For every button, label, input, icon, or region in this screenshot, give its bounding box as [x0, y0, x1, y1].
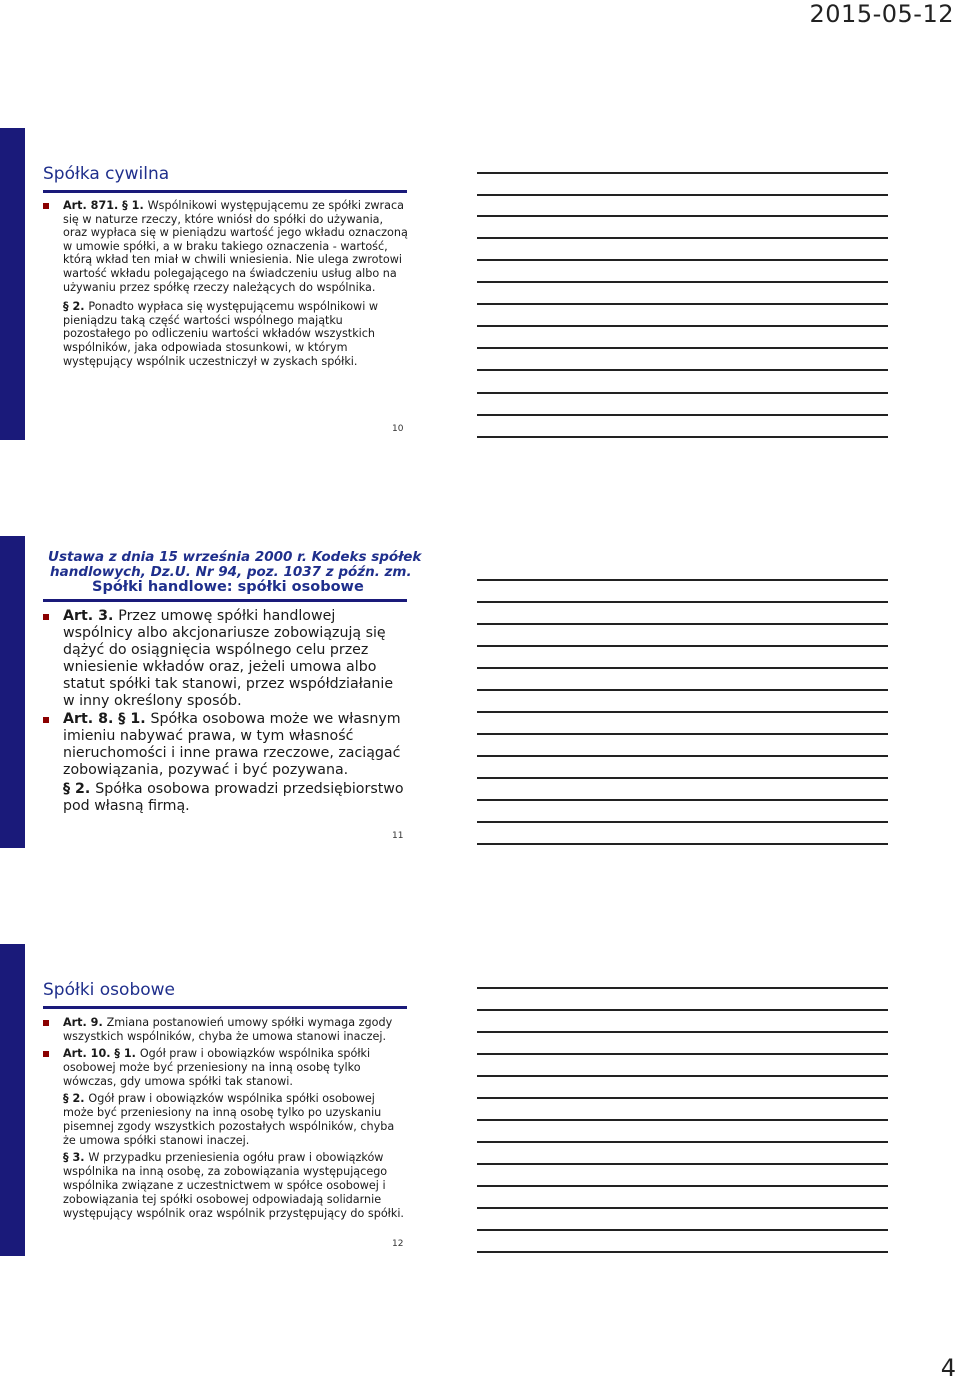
- list-item: [43, 608, 408, 709]
- slide-body: [43, 1016, 408, 1221]
- slide-12: [0, 944, 420, 1256]
- article-ref: Art. 9.: [63, 1016, 107, 1029]
- item-text: Spółka osobowa prowadzi przedsiębiorstwo pod własną firmą.: [63, 781, 404, 814]
- slide-title: Spółka cywilna: [43, 164, 170, 184]
- page-date: 2015-05-12: [809, 0, 954, 28]
- item-text: Spółka osobowa może we własnym imieniu nabywać prawa, w tym własność nieruchomości i inne prawa rzeczowe, zaciągać zobowiązania, pozywać i być pozywana.: [63, 711, 401, 779]
- bullet-icon: [43, 203, 49, 209]
- slide-accent-bar: [0, 944, 25, 1256]
- bullet-icon: [43, 614, 49, 620]
- slide-number: 12: [392, 1239, 404, 1249]
- title-rule: [43, 599, 407, 602]
- slide-body: [43, 608, 408, 815]
- item-text: Przez umowę spółki handlowej wspólnicy albo akcjonariusze zobowiązują się dążyć do osiągnięcia wspólnego celu przez wniesienie wkładów oraz, jeżeli umowa albo statut spółki tak stanowi, przez współdziałanie w inny określony sposób.: [63, 608, 394, 709]
- list-item: [43, 1047, 408, 1089]
- article-ref: § 2.: [63, 300, 89, 314]
- article-ref: Art. 8. § 1.: [63, 711, 151, 728]
- slide-title: Ustawa z dnia 15 września 2000 r. Kodeks spółek: [48, 549, 422, 565]
- slide-body: [43, 199, 408, 368]
- bullet-icon: [43, 1020, 49, 1026]
- bullet-icon: [43, 1051, 49, 1057]
- slide-11: [0, 536, 420, 848]
- page-number: 4: [940, 1354, 956, 1382]
- list-item: [43, 711, 408, 779]
- article-ref: § 2.: [63, 781, 96, 798]
- item-text: Wspólnikowi występującemu ze spółki zwraca się w naturze rzeczy, które wniósł do spółki do używania, oraz wypłaca się w pieniądzu wartość jego wkładu oznaczoną w umowie spółki, a w braku takiego oznaczenia - wartość, którą wkład ten miał w chwili wniesienia. Nie ulega zwrotowi wartość wkładu polegającego na świadczeniu usług albo na używaniu przez spółkę rzeczy należących do wspólnika.: [63, 199, 408, 294]
- list-item: [43, 199, 408, 294]
- slide-accent-bar: [0, 536, 25, 848]
- article-ref: § 3.: [63, 1151, 89, 1164]
- slide-10: [0, 128, 420, 440]
- list-item: [43, 781, 408, 815]
- slide-accent-bar: [0, 128, 25, 440]
- slide-number: 10: [392, 424, 404, 434]
- slide-title: Spółki osobowe: [43, 980, 175, 1000]
- title-rule: [43, 1006, 407, 1009]
- slide-subtitle: Spółki handlowe: spółki osobowe: [92, 579, 364, 595]
- article-ref: Art. 10. § 1.: [63, 1047, 140, 1060]
- item-text: Ogół praw i obowiązków wspólnika spółki osobowej może być przeniesiony na inną osobę tylko wówczas, gdy umowa spółki tak stanowi.: [63, 1047, 371, 1088]
- slide-title-line2: handlowych, Dz.U. Nr 94, poz. 1037 z późn. zm.: [50, 564, 412, 580]
- item-text: W przypadku przeniesienia ogółu praw i obowiązków wspólnika na inną osobę, za zobowiązania występującego wspólnika związane z uczestnictwem w spółce osobowej i zobowiązania tej spółki osobowej odpowiadają solidarnie występujący wspólnik oraz wspólnik przystępujący do spółki.: [63, 1151, 404, 1220]
- item-text: Ogół praw i obowiązków wspólnika spółki osobowej może być przeniesiony na inną osobę tylko po uzyskaniu pisemnej zgody wszystkich pozostałych wspólników, chyba że umowa spółki stanowi inaczej.: [63, 1092, 395, 1147]
- list-item: [43, 1151, 408, 1221]
- list-item: [43, 300, 408, 368]
- bullet-icon: [43, 717, 49, 723]
- item-text: Zmiana postanowień umowy spółki wymaga zgody wszystkich wspólników, chyba że umowa stanowi inaczej.: [63, 1016, 393, 1043]
- title-rule: [43, 190, 407, 193]
- list-item: [43, 1016, 408, 1044]
- article-ref: Art. 3.: [63, 608, 119, 624]
- slide-number: 11: [392, 831, 404, 841]
- article-ref: § 2.: [63, 1092, 89, 1105]
- article-ref: Art. 871. § 1.: [63, 199, 148, 212]
- item-text: Ponadto wypłaca się występującemu wspólnikowi w pieniądzu taką część wartości wspólnego majątku pozostałego po odliczeniu wartości wkładów wszystkich wspólników, jaka odpowiada stosunkowi, w którym występujący wspólnik uczestniczył w zyskach spółki.: [63, 300, 379, 368]
- list-item: [43, 1092, 408, 1148]
